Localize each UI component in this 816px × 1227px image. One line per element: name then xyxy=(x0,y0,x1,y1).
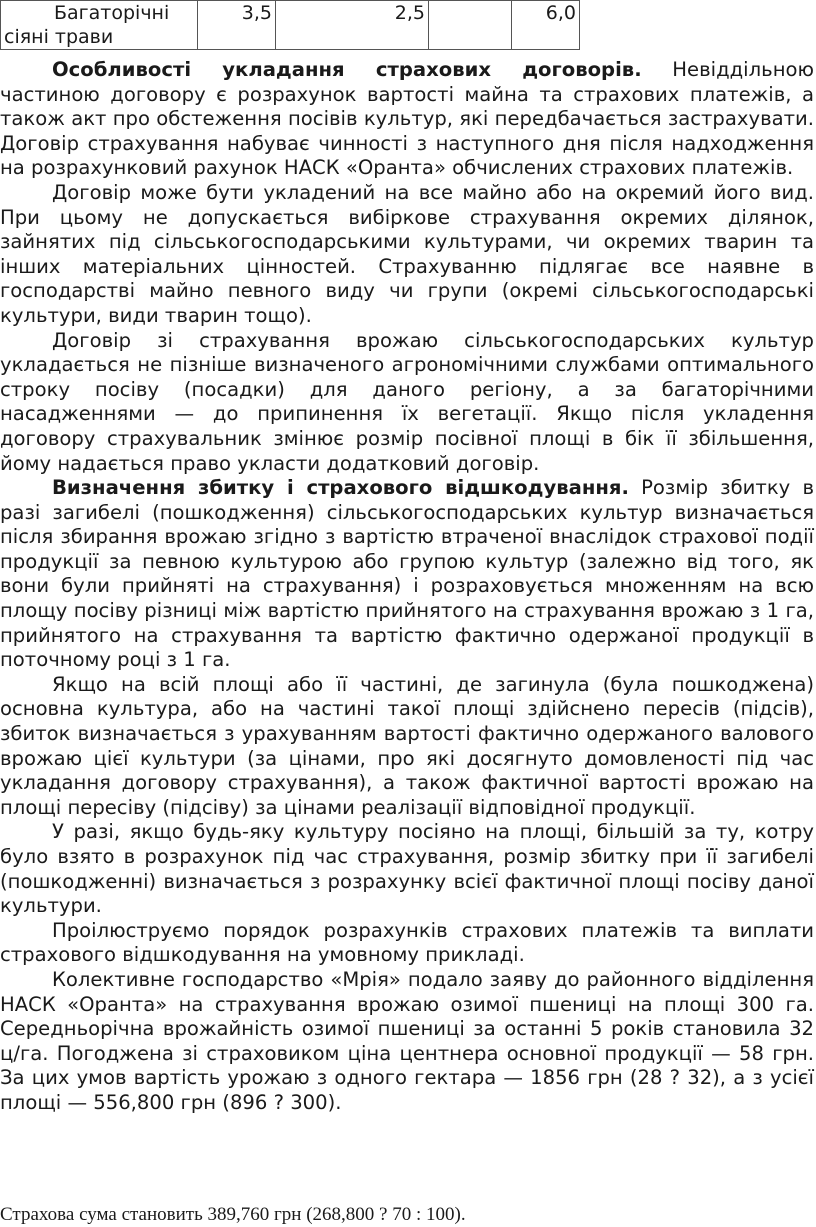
table-row xyxy=(1,1,580,50)
paragraph-text: У разі, якщо будь-яку культуру посіяно на площі, більшій за ту, котру було взято в розрахунок під час страхування, розмір збитку при її загибелі (пошкодженні) визначається з розрахунку всієї фактичної площі посіву даної культури. xyxy=(0,820,814,918)
paragraph xyxy=(0,181,814,329)
table-cell-v2: 2,5 xyxy=(276,1,429,50)
paragraph xyxy=(0,820,814,918)
label-line2: сіяні трави xyxy=(4,26,114,48)
paragraph-text: Якщо на всій площі або її частині, де загинула (була пошкоджена) основна культура, або на частині такої площі здійснено пересів (підсів), збиток визначається з урахуванням вартості фактично одержаного валового врожаю цієї культури (за цінами, про які досягнуто домовленості під час укладання договору страхування), а також фактичної вартості врожаю на площі пересіву (підсіву) за цінами реалізації відповідної продукції. xyxy=(0,672,814,819)
paragraph xyxy=(0,329,814,477)
table-fragment xyxy=(0,0,580,50)
table-cell-v4: 6,0 xyxy=(512,1,580,50)
paragraph xyxy=(0,58,814,181)
paragraph xyxy=(0,968,814,1116)
paragraph xyxy=(0,476,814,673)
label-line1: Багаторічні xyxy=(54,2,170,24)
paragraph-text: Договір зі страхування врожаю сільськогосподарських культур укладається не пізніше визначеного агрономічними службами оптимального строку посіву (посадки) для даного регіону, а за багаторічними насадженнями — до припинення їх вегетації. Якщо після укладення договору страхувальник змінює розмір посівної площі в бік її збільшення, йому надається право укласти додатковий договір. xyxy=(0,328,814,475)
paragraph-text: Проілюструємо порядок розрахунків страхових платежів та виплати страхового відшкодування на умовному прикладі. xyxy=(0,918,814,967)
paragraph xyxy=(0,673,814,821)
paragraph-text: Розмір збитку в разі загибелі (пошкодження) сільськогосподарських культур визначається після збирання врожаю згідно з вартістю втраченої внаслідок страхової події продукції за певною культурою або групою культур (залежно від того, як вони були прийняті на страхування) і розраховується множенням на всю площу посіву різниці між вартістю прийнятого на страхування врожаю з 1 га, прийнятого на страхування та вартістю фактично одержаної продукції в поточному році з 1 га. xyxy=(0,476,814,672)
paragraph xyxy=(0,919,814,968)
table-cell-v1: 3,5 xyxy=(198,1,276,50)
paragraph-text: Колективне господарство «Мрія» подало заяву до районного відділення НАСК «Оранта» на страхування врожаю озимої пшениці на площі 300 га. Середньорічна врожайність озимої пшениці за останні 5 років становила 32 ц/га. Погоджена зі страховиком ціна центнера основної продукції — 58 грн. За цих умов вартість урожаю з одного гектара — 1856 грн (28 ? 32), а з усієї площі — 556,800 грн (896 ? 300). xyxy=(0,967,814,1114)
paragraph-text: Невіддільною частиною договору є розрахунок вартості майна та страхових платежів, а також акт про обстеження посівів культур, які передбачається застрахувати. Договір страхування набуває чинності з наступного дня після надходження на розрахунковий рахунок НАСК «Оранта» обчислених страхових платежів. xyxy=(0,58,814,180)
table-cell-label xyxy=(1,1,198,50)
paragraph-heading: Особливості укладання страхових договорів. xyxy=(52,58,642,81)
document-body xyxy=(0,58,814,1116)
insured-sum-line: Страхова сума становить 389,760 грн (268,800 ? 70 : 100). xyxy=(0,1204,466,1225)
paragraph-heading: Визначення збитку і страхового відшкодування. xyxy=(52,476,629,500)
table-cell-v3 xyxy=(429,1,512,50)
paragraph-text: Договір може бути укладений на все майно або на окремий його вид. При цьому не допускається вибіркове страхування окремих ділянок, зайнятих під сільськогосподарськими культурами, чи окремих тварин та інших матеріальних цінностей. Страхуванню підлягає все наявне в господарстві майно певного виду чи групи (окремі сільськогосподарські культури, види тварин тощо). xyxy=(0,180,814,327)
